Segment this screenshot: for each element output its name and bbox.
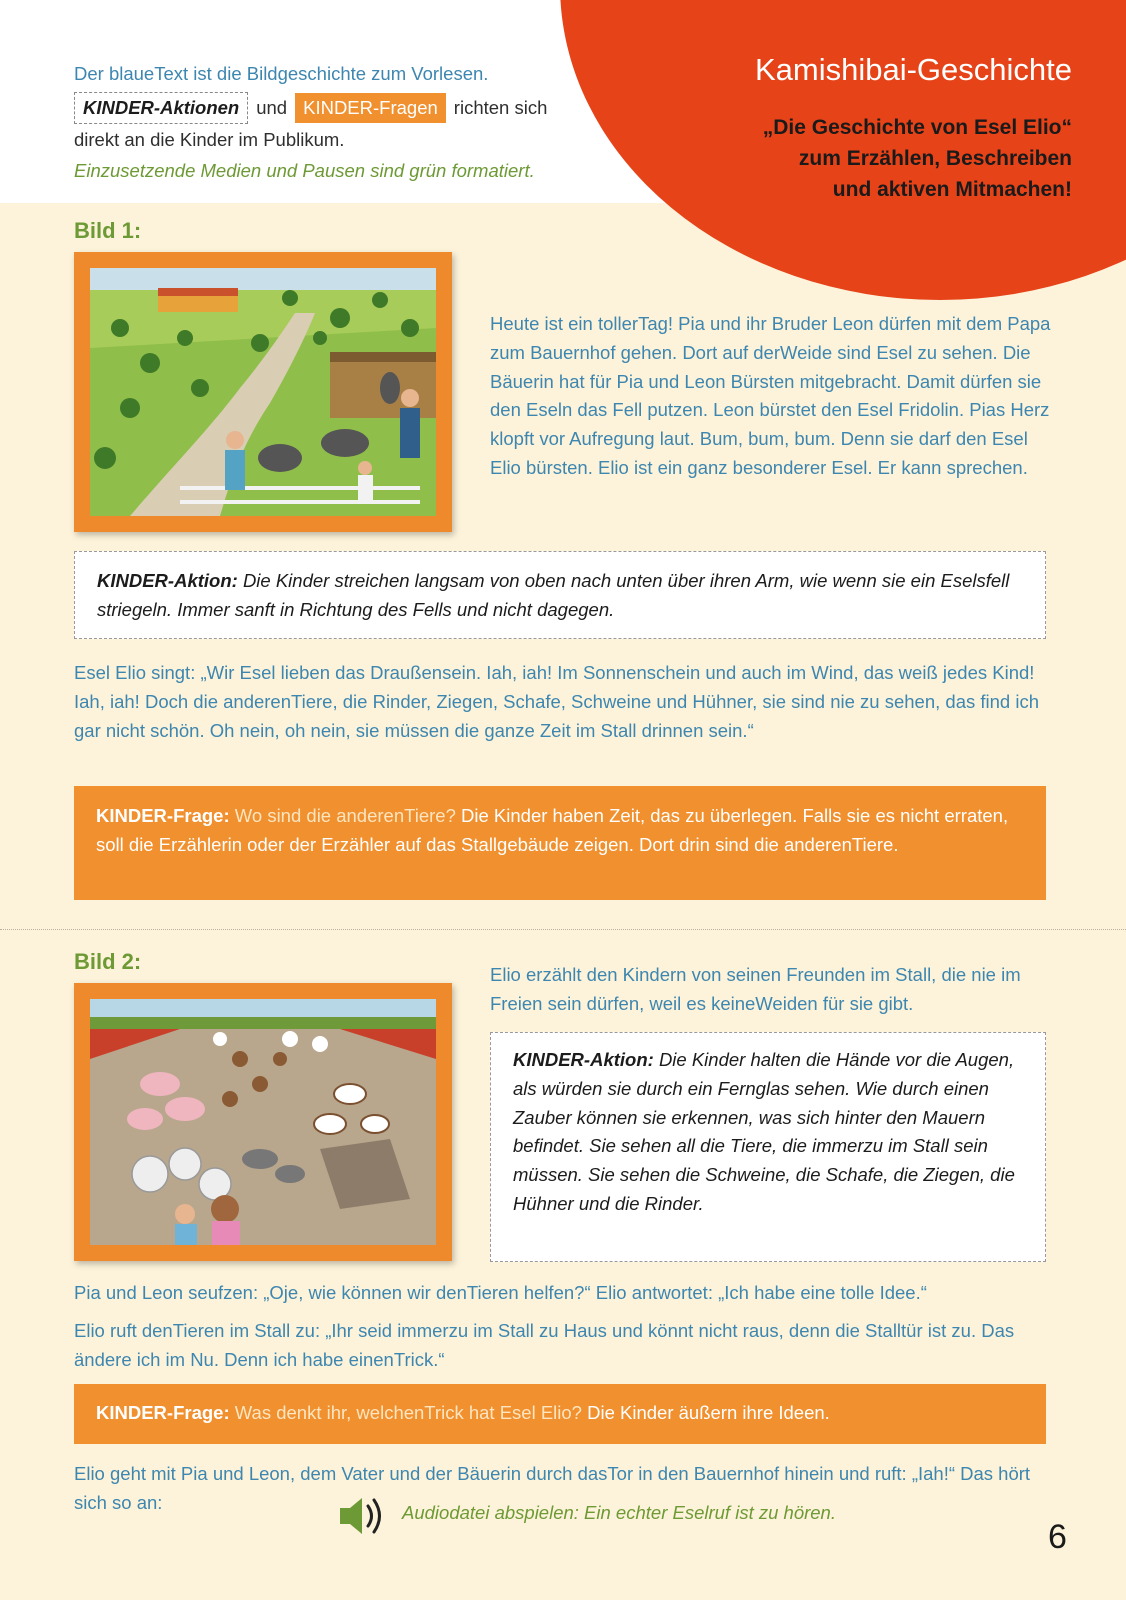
- bild-2-story: Elio erzählt den Kindern von seinen Freunden im Stall, die nie im Freien sein dürfen, weil es keineWeiden für sie gibt.: [490, 964, 1021, 1014]
- story-title-line-2: zum Erzählen, Beschreiben: [798, 147, 1072, 170]
- story-title: [672, 112, 1072, 205]
- bild-1-story: Heute ist ein tollerTag! Pia und ihr Bruder Leon dürfen mit dem Papa zum Bauernhof gehen. Dort auf derWeide sind Esel zu sehen. Die Bäuerin hat für Pia und Leon Bürsten mitgebracht. Damit dürfen sie den Eseln das Fell putzen. Leon bürstet den Esel Fridolin. Pias Herz klopft vor Aufregung laut. Bum, bum, bum. Denn sie darf den Esel Elio bürsten. Elio ist ein ganz besonderer Esel. Er kann sprechen.: [490, 313, 1051, 478]
- bild-1-song: Esel Elio singt: „Wir Esel lieben das Draußensein. Iah, iah! Im Sonnenschein und auch im Wind, das weiß jedes Kind! Iah, iah! Doch die anderenTiere, die Rinder, Ziegen, Schafe, Schweine und Hühner, sie sind nie zu sehen, das find ich gar nicht schön. Oh nein, oh nein, sie müssen die ganze Zeit im Stall drinnen sein.“: [74, 662, 1039, 741]
- legend-line-1: Der blaueText ist die Bildgeschichte zum Vorlesen.: [74, 63, 489, 84]
- bild-2-frage-label: KINDER-Frage:: [96, 1402, 230, 1423]
- bild-1-aktion-text: Die Kinder streichen langsam von oben nach unten über ihren Arm, wie wenn sie ein Eselsfell striegeln. Immer sanft in Richtung des Fells und nicht dagegen.: [97, 570, 1010, 620]
- bild-2-kinder-aktion: [490, 1032, 1046, 1262]
- legend-richten: richten sich: [453, 97, 548, 118]
- bild-1-frame: [74, 252, 452, 532]
- bild-2-frage-text: Die Kinder äußern ihre Ideen.: [587, 1402, 830, 1423]
- bild-2-illustration: [90, 999, 436, 1245]
- bild-2-paragraph-3: Elio geht mit Pia und Leon, dem Vater und der Bäuerin durch dasTor in den Bauernhof hinein und ruft: „Iah!“ Das hört sich so an:: [74, 1463, 1031, 1513]
- bild-2-paragraph-1: Pia und Leon seufzen: „Oje, wie können wir denTieren helfen?“ Elio antwortet: „Ich habe eine tolle Idee.“: [74, 1282, 927, 1303]
- page-number: 6: [1048, 1518, 1067, 1556]
- bild-2-frame: [74, 983, 452, 1261]
- bild-2-aktion-label: KINDER-Aktion:: [513, 1049, 654, 1070]
- bild-1-frage-label: KINDER-Frage:: [96, 805, 230, 826]
- audio-play-button[interactable]: [338, 1494, 386, 1538]
- legend-line-4: Einzusetzende Medien und Pausen sind grün formatiert.: [74, 160, 535, 181]
- legend-line-3: direkt an die Kinder im Publikum.: [74, 129, 345, 150]
- section-divider: [0, 929, 1126, 930]
- bild-1-frage-text: Die Kinder haben Zeit, das zu überlegen. Falls sie es nicht erraten, soll die Erzählerin oder der Erzähler auf das Stallgebäude zeigen. Dort drin sind die anderenTiere.: [96, 805, 1009, 855]
- bild-1-kinder-aktion: [74, 551, 1046, 639]
- bild-1-frage-question: Wo sind die anderenTiere?: [234, 805, 456, 826]
- speaker-icon[interactable]: [338, 1494, 386, 1538]
- story-title-line-1: „Die Geschichte von Esel Elio“: [762, 116, 1072, 139]
- bild-1-kinder-frage: [74, 786, 1046, 900]
- bild-2-kinder-frage: [74, 1384, 1046, 1444]
- bild-2-label: Bild 2:: [74, 949, 142, 974]
- legend-line-2: [74, 92, 634, 124]
- bild-1-label: Bild 1:: [74, 218, 142, 243]
- bild-2-paragraph-2: Elio ruft denTieren im Stall zu: „Ihr seid immerzu im Stall zu Haus und könnt nicht raus, denn die Stalltür ist zu. Das ändere ich im Nu. Denn ich habe einenTrick.“: [74, 1320, 1015, 1370]
- bild-1-illustration: [90, 268, 436, 516]
- bild-1-aktion-label: KINDER-Aktion:: [97, 570, 238, 591]
- bild-2-aktion-text: Die Kinder halten die Hände vor die Augen, als würden sie durch ein Fernglas sehen. Wie durch einen Zauber können sie erkennen, was sich hinter den Mauern befindet. Sie sehen all die Tiere, die immerzu im Stall sein müssen. Sie sehen die Schweine, die Schafe, die Ziegen, die Hühner und die Rinder.: [513, 1049, 1015, 1214]
- story-title-line-3: und aktiven Mitmachen!: [832, 178, 1072, 201]
- legend: [74, 58, 634, 186]
- series-title: Kamishibai-Geschichte: [754, 52, 1072, 87]
- legend-und: und: [256, 97, 288, 118]
- audio-instruction: Audiodatei abspielen: Ein echter Eselruf ist zu hören.: [402, 1502, 836, 1523]
- tag-kinder-fragen: KINDER-Fragen: [295, 93, 446, 123]
- tag-kinder-aktionen: KINDER-Aktionen: [74, 92, 248, 124]
- bild-2-frage-question: Was denkt ihr, welchenTrick hat Esel Elio?: [234, 1402, 582, 1423]
